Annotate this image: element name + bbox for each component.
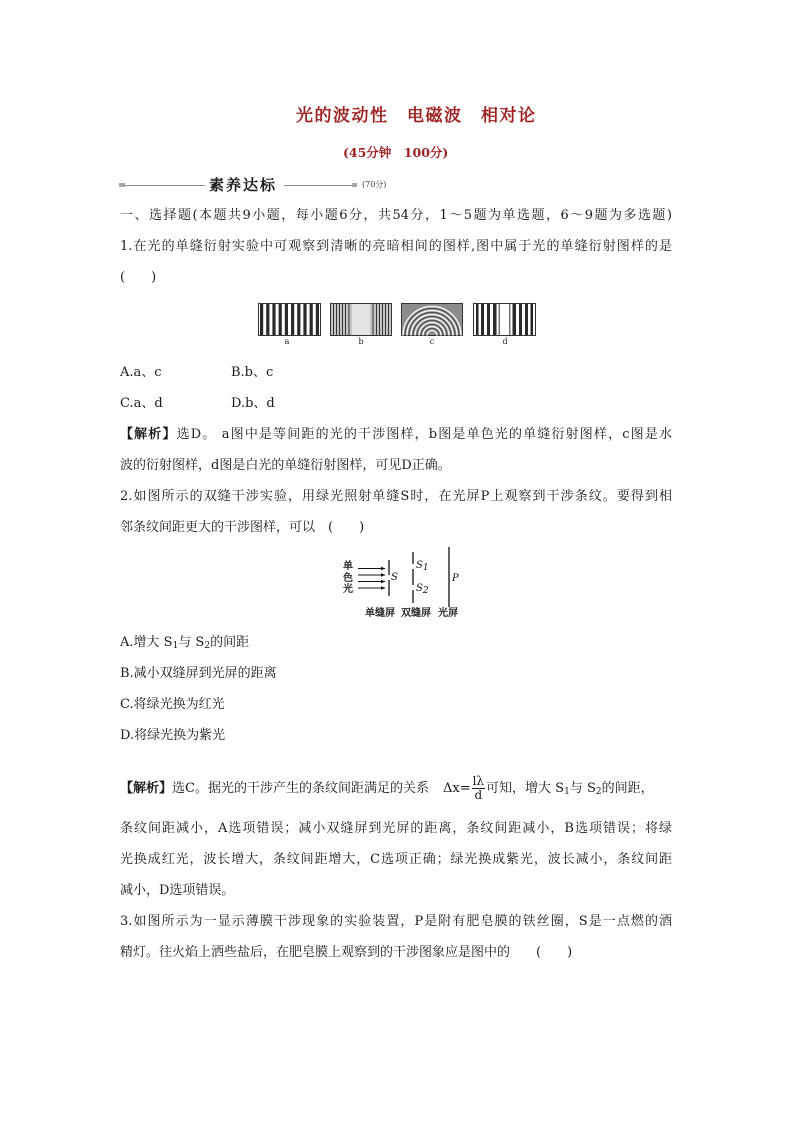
- formula-numerator: lλ: [472, 774, 485, 788]
- q1-option-c: C.a、d: [120, 396, 163, 411]
- q1-figure-label-b: b: [358, 337, 364, 346]
- q1-stem-line-1: 1.在光的单缝衍射实验中可观察到清晰的亮暗相间的图样,图中属于光的单缝衍射图样的是: [120, 239, 672, 254]
- q1-figure-a-interference-pattern: [258, 303, 321, 336]
- q2-analysis-line-4: 减小，D选项错误。: [120, 883, 235, 898]
- analysis-tag: 【解析】: [120, 427, 177, 442]
- q1-analysis-line-1: [120, 426, 672, 444]
- q2-caption-light-screen: 光屏: [438, 608, 458, 619]
- analysis-tag: 【解析】: [120, 781, 173, 796]
- q2-figure-screen-label: P: [452, 573, 459, 584]
- formula-denominator: d: [474, 788, 483, 802]
- q1-analysis-text-1: 选D。 a图中是等间距的光的干涉图样，b图是单色光的单缝衍射图样，c图是水: [176, 427, 672, 442]
- q1-answer-blank: ( ): [120, 270, 157, 285]
- q2-figure-slit-1-label: $S_1$: [416, 560, 429, 573]
- q2-figure-single-slit-label: S: [391, 572, 398, 583]
- formula-lhs: Δx=: [442, 781, 471, 796]
- formula-fraction: [472, 775, 485, 802]
- section-label: 素养达标: [209, 176, 278, 194]
- q2-double-slit-diagram: [340, 545, 460, 610]
- q2-option-c: C.将绿光换为红光: [120, 697, 225, 712]
- q2-caption-double-slit-screen: 双缝屏: [401, 608, 431, 619]
- q2-analysis-line-2: 条纹间距减小，A选项错误；减小双缝屏到光屏的距离，条纹间距减小，B选项错误；将绿: [120, 821, 672, 836]
- section-rule-right: [284, 185, 352, 186]
- q2-analysis-line-1: 【解析】选C。据光的干涉产生的条纹间距满足的关系 Δx= $\frac{l\lambda}{d}$ 可知，增大 $S_1$与 $S_2$的间距，: [120, 774, 654, 802]
- page-title: 光的波动性 电磁波 相对论: [296, 106, 537, 126]
- q3-stem-line-1: 3.如图所示为一显示薄膜干涉现象的实验装置，P是附有肥皂膜的铁丝圈，S是一点燃的酒: [120, 914, 672, 929]
- q2-stem-line-1: 2.如图所示的双缝干涉实验，用绿光照射单缝S时，在光屏P上观察到干涉条纹。要得到相: [120, 489, 672, 504]
- q2-caption-single-slit-screen: 单缝屏: [365, 608, 395, 619]
- q1-option-b: B.b、c: [231, 365, 274, 380]
- q1-figure-b-single-slit-monochrome: [330, 303, 392, 336]
- q3-stem-line-2: 精灯。往火焰上洒些盐后，在肥皂膜上观察到的干涉图象应是图中的 ( ): [120, 945, 573, 960]
- q2-figure-slit-2-label: $S_2$: [416, 583, 429, 596]
- q2-figure-source-label: 单色光: [343, 561, 353, 595]
- q1-figure-label-c: c: [429, 337, 435, 346]
- q2-stem-line-2: 邻条纹间距更大的干涉图样，可以 ( ): [120, 520, 365, 535]
- q1-figure-d-white-light-diffraction: [473, 303, 536, 336]
- q2-option-b: B.减小双缝屏到光屏的距离: [120, 666, 277, 681]
- q2-option-d: D.将绿光换为紫光: [120, 728, 226, 743]
- page-subtitle: (45分钟 100分): [343, 145, 449, 160]
- section-score: (70分): [362, 180, 387, 189]
- q2-analysis-line-3: 光换成红光，波长增大，条纹间距增大，C选项正确；绿光换成紫光，波长减小，条纹间距: [120, 852, 672, 867]
- q1-figure-label-d: d: [502, 337, 508, 346]
- q1-figure-label-a: a: [284, 337, 290, 346]
- q2-option-a: A.增大 $S_1$与 $S_2$的间距: [120, 635, 250, 651]
- section-rule-right-marker: [352, 183, 357, 187]
- part-heading: 一、选择题(本题共9小题，每小题6分，共54分，1～5题为单选题，6～9题为多选题): [120, 208, 672, 223]
- q1-option-a: A.a、c: [120, 365, 162, 380]
- q1-figure-c-water-wave-diffraction: [401, 303, 463, 336]
- section-rule-left: [125, 185, 205, 186]
- q1-option-d: D.b、d: [231, 396, 275, 411]
- q1-analysis-line-2: 波的衍射图样，d图是白光的单缝衍射图样，可见D正确。: [120, 458, 451, 473]
